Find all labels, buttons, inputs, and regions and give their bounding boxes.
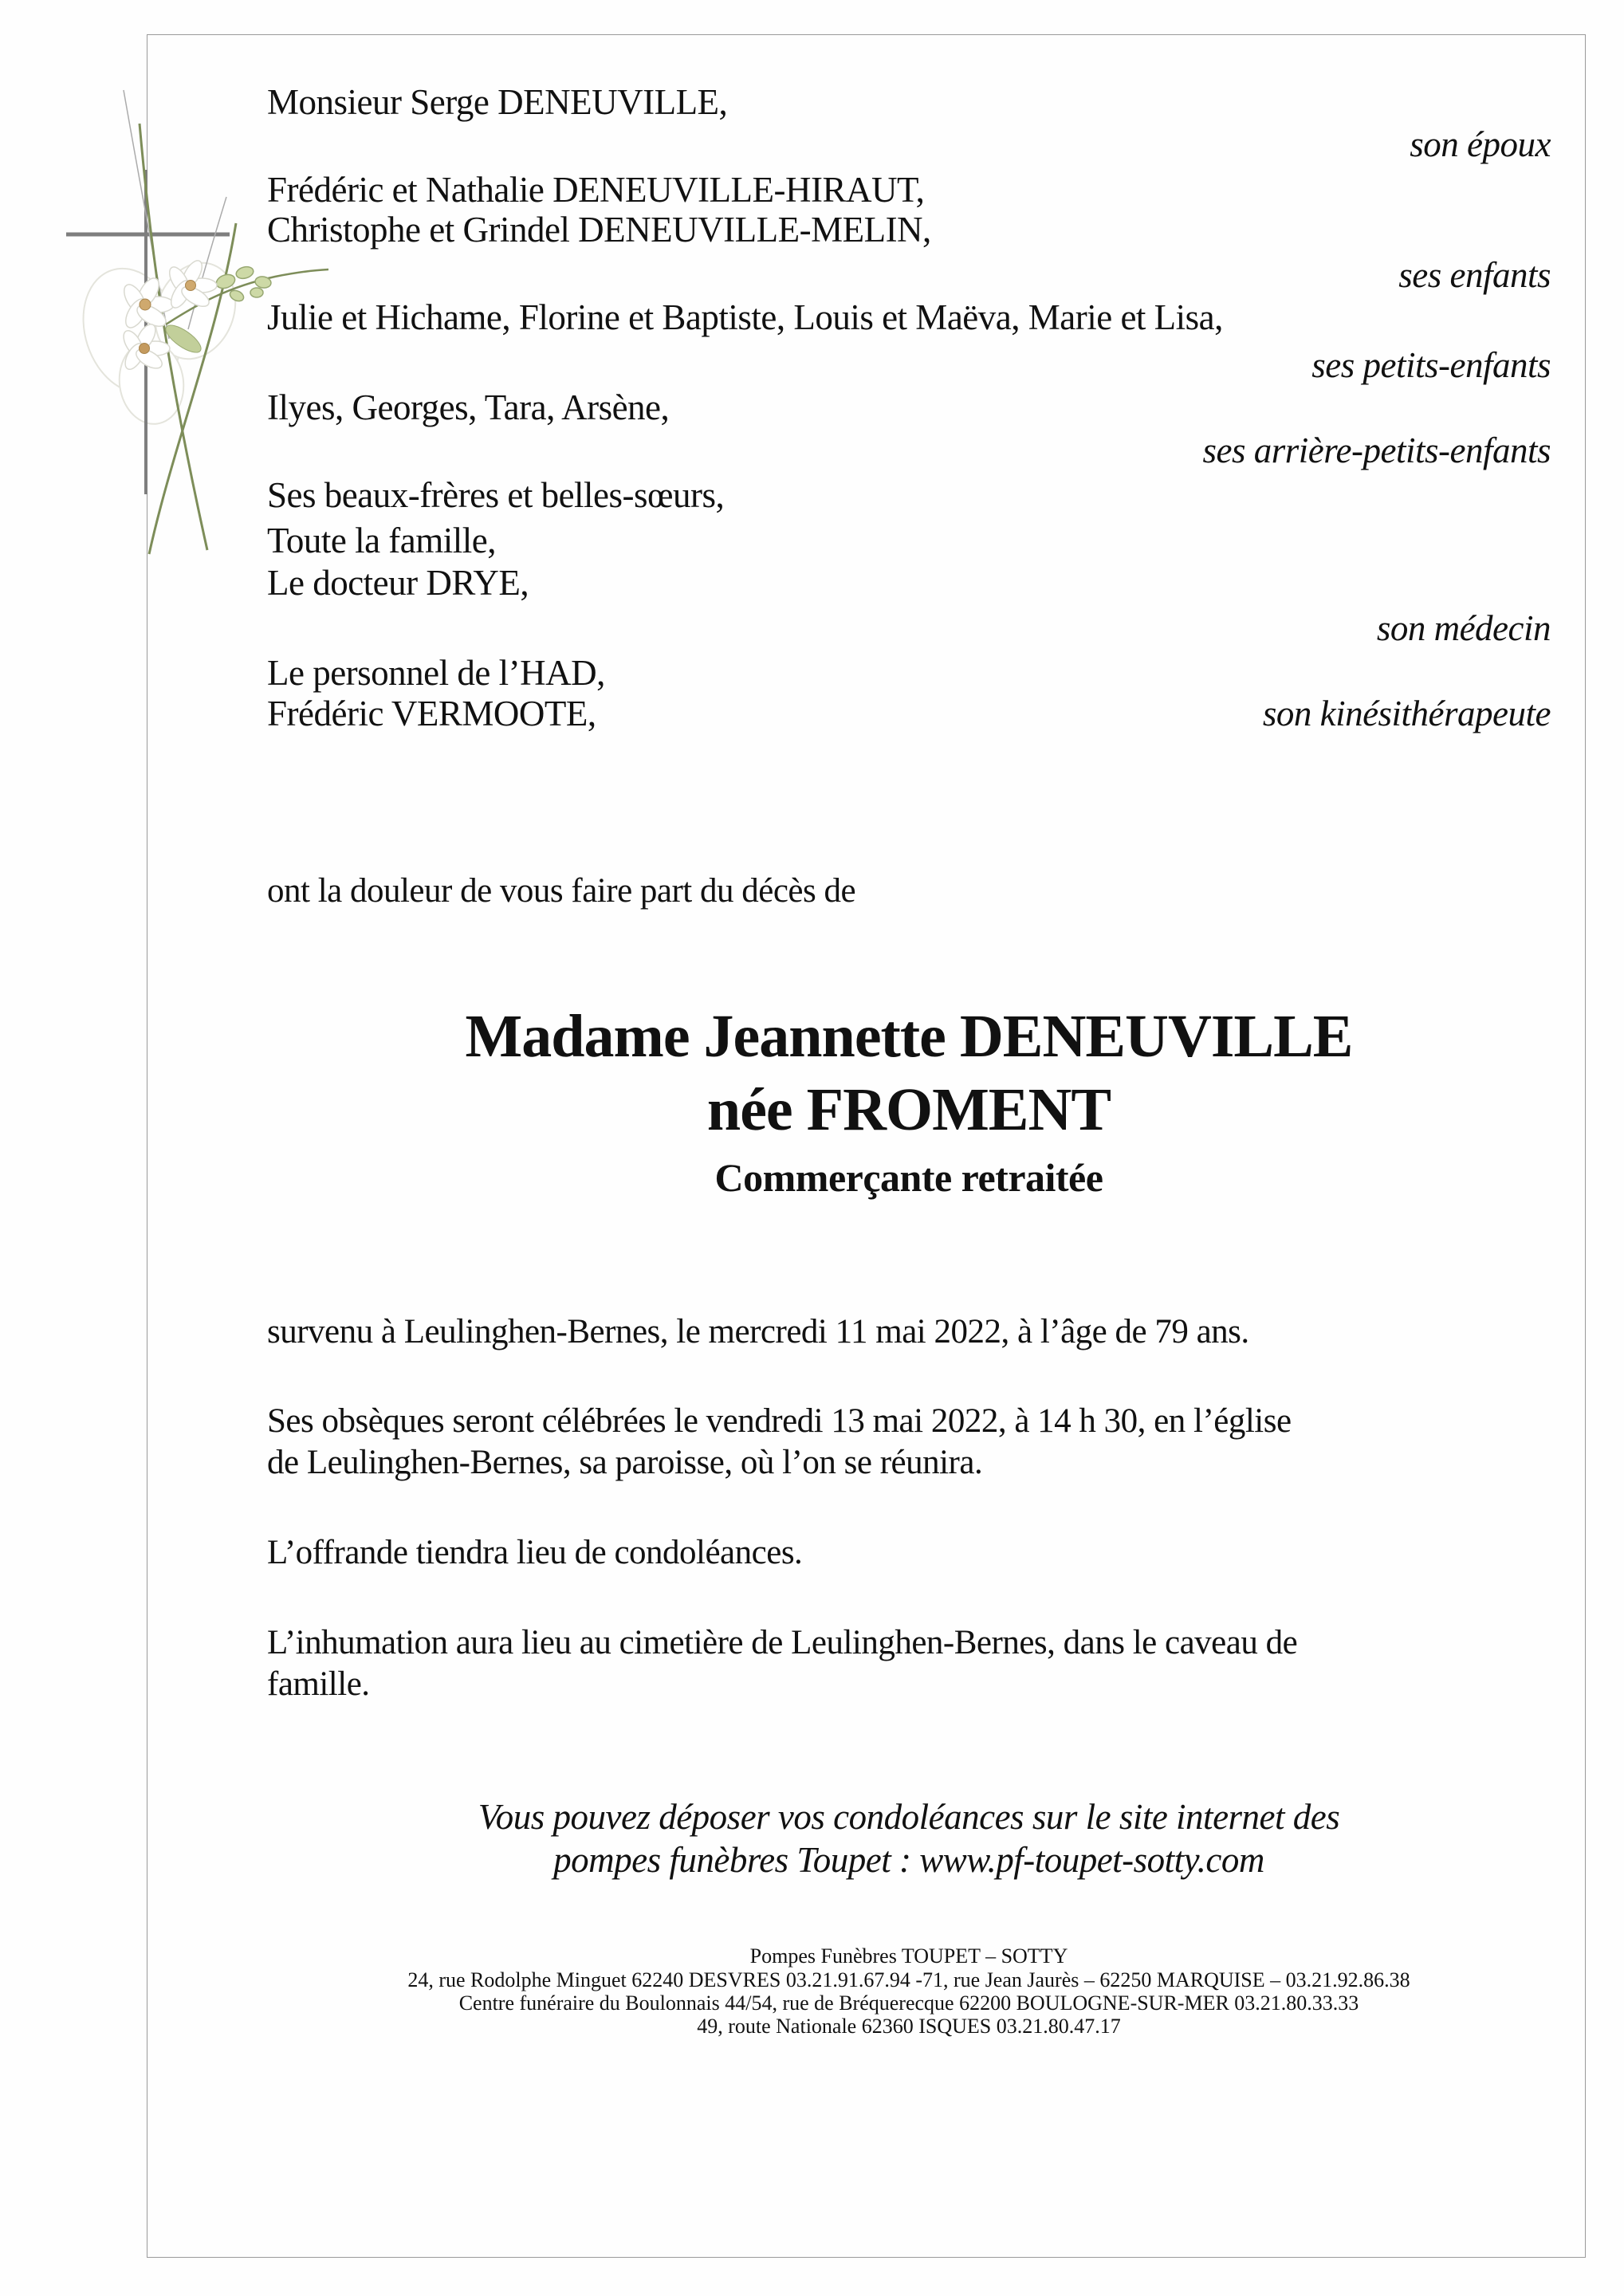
mourner-children-line-2: Christophe et Grindel DENEUVILLE-MELIN, (267, 210, 931, 250)
burial-line-2: famille. (267, 1665, 370, 1703)
deceased-occupation: Commerçante retraitée (714, 1155, 1103, 1200)
mourner-grandchildren-line: Julie et Hichame, Florine et Baptiste, Louis et Maëva, Marie et Lisa, (267, 297, 1223, 337)
mourner-doctor-line: Le docteur DRYE, (267, 563, 529, 603)
funeral-home-name: Pompes Funèbres TOUPET – SOTTY (749, 1944, 1068, 1968)
funeral-details-line-1: Ses obsèques seront célébrées le vendredi 13 mai 2022, à 14 h 30, en l’église (267, 1402, 1292, 1440)
condolences-note-line-1: Vous pouvez déposer vos condoléances sur le site internet des (478, 1797, 1340, 1837)
funeral-details-line-2: de Leulinghen-Bernes, sa paroisse, où l’on se réunira. (267, 1444, 983, 1481)
relation-physio: son kinésithérapeute (1262, 694, 1551, 733)
mourner-children-line-1: Frédéric et Nathalie DENEUVILLE-HIRAUT, (267, 170, 925, 210)
mourner-physio-line: Frédéric VERMOOTE, (267, 694, 596, 733)
funeral-home-address-2: Centre funéraire du Boulonnais 44/54, rue de Bréquerecque 62200 BOULOGNE-SUR-MER 03.21.80.33.33 (458, 1991, 1359, 2015)
funeral-home-address-1: 24, rue Rodolphe Minguet 62240 DESVRES 03.21.91.67.94 -71, rue Jean Jaurès – 62250 MARQUISE – 03.21.92.86.38 (407, 1968, 1410, 1991)
relation-grandchildren: ses petits-enfants (1311, 345, 1551, 385)
deceased-maiden-name: née FROMENT (706, 1076, 1111, 1143)
mourner-physio-row (267, 695, 1551, 733)
mourner-inlaws-line: Ses beaux-frères et belles-sœurs, (267, 475, 725, 515)
mourner-spouse-line: Monsieur Serge DENEUVILLE, (267, 82, 728, 122)
relation-spouse: son époux (1410, 124, 1551, 164)
mourner-great-grandchildren: Ilyes, Georges, Tara, Arsène, (267, 387, 670, 427)
condolences-note-line-2: pompes funèbres Toupet : www.pf-toupet-sotty.com (553, 1840, 1264, 1880)
offering-line: L’offrande tiendra lieu de condoléances. (267, 1534, 803, 1571)
announcement-intro: ont la douleur de vous faire part du décès de (267, 872, 856, 910)
burial-line-1: L’inhumation aura lieu au cimetière de Leulinghen-Bernes, dans le caveau de (267, 1624, 1298, 1661)
funeral-home-address-3: 49, route Nationale 62360 ISQUES 03.21.80.47.17 (697, 2015, 1121, 2038)
deceased-name: Madame Jeannette DENEUVILLE (465, 1003, 1353, 1070)
mourner-had-line: Le personnel de l’HAD, (267, 653, 605, 693)
card-content (267, 0, 1551, 2296)
relation-children: ses enfants (1398, 255, 1551, 295)
relation-great-grandchildren: ses arrière-petits-enfants (1202, 431, 1551, 470)
mourner-family-line: Toute la famille, (267, 521, 496, 560)
relation-doctor: son médecin (1376, 608, 1551, 648)
death-details-line: survenu à Leulinghen-Bernes, le mercredi 11 mai 2022, à l’âge de 79 ans. (267, 1313, 1249, 1350)
